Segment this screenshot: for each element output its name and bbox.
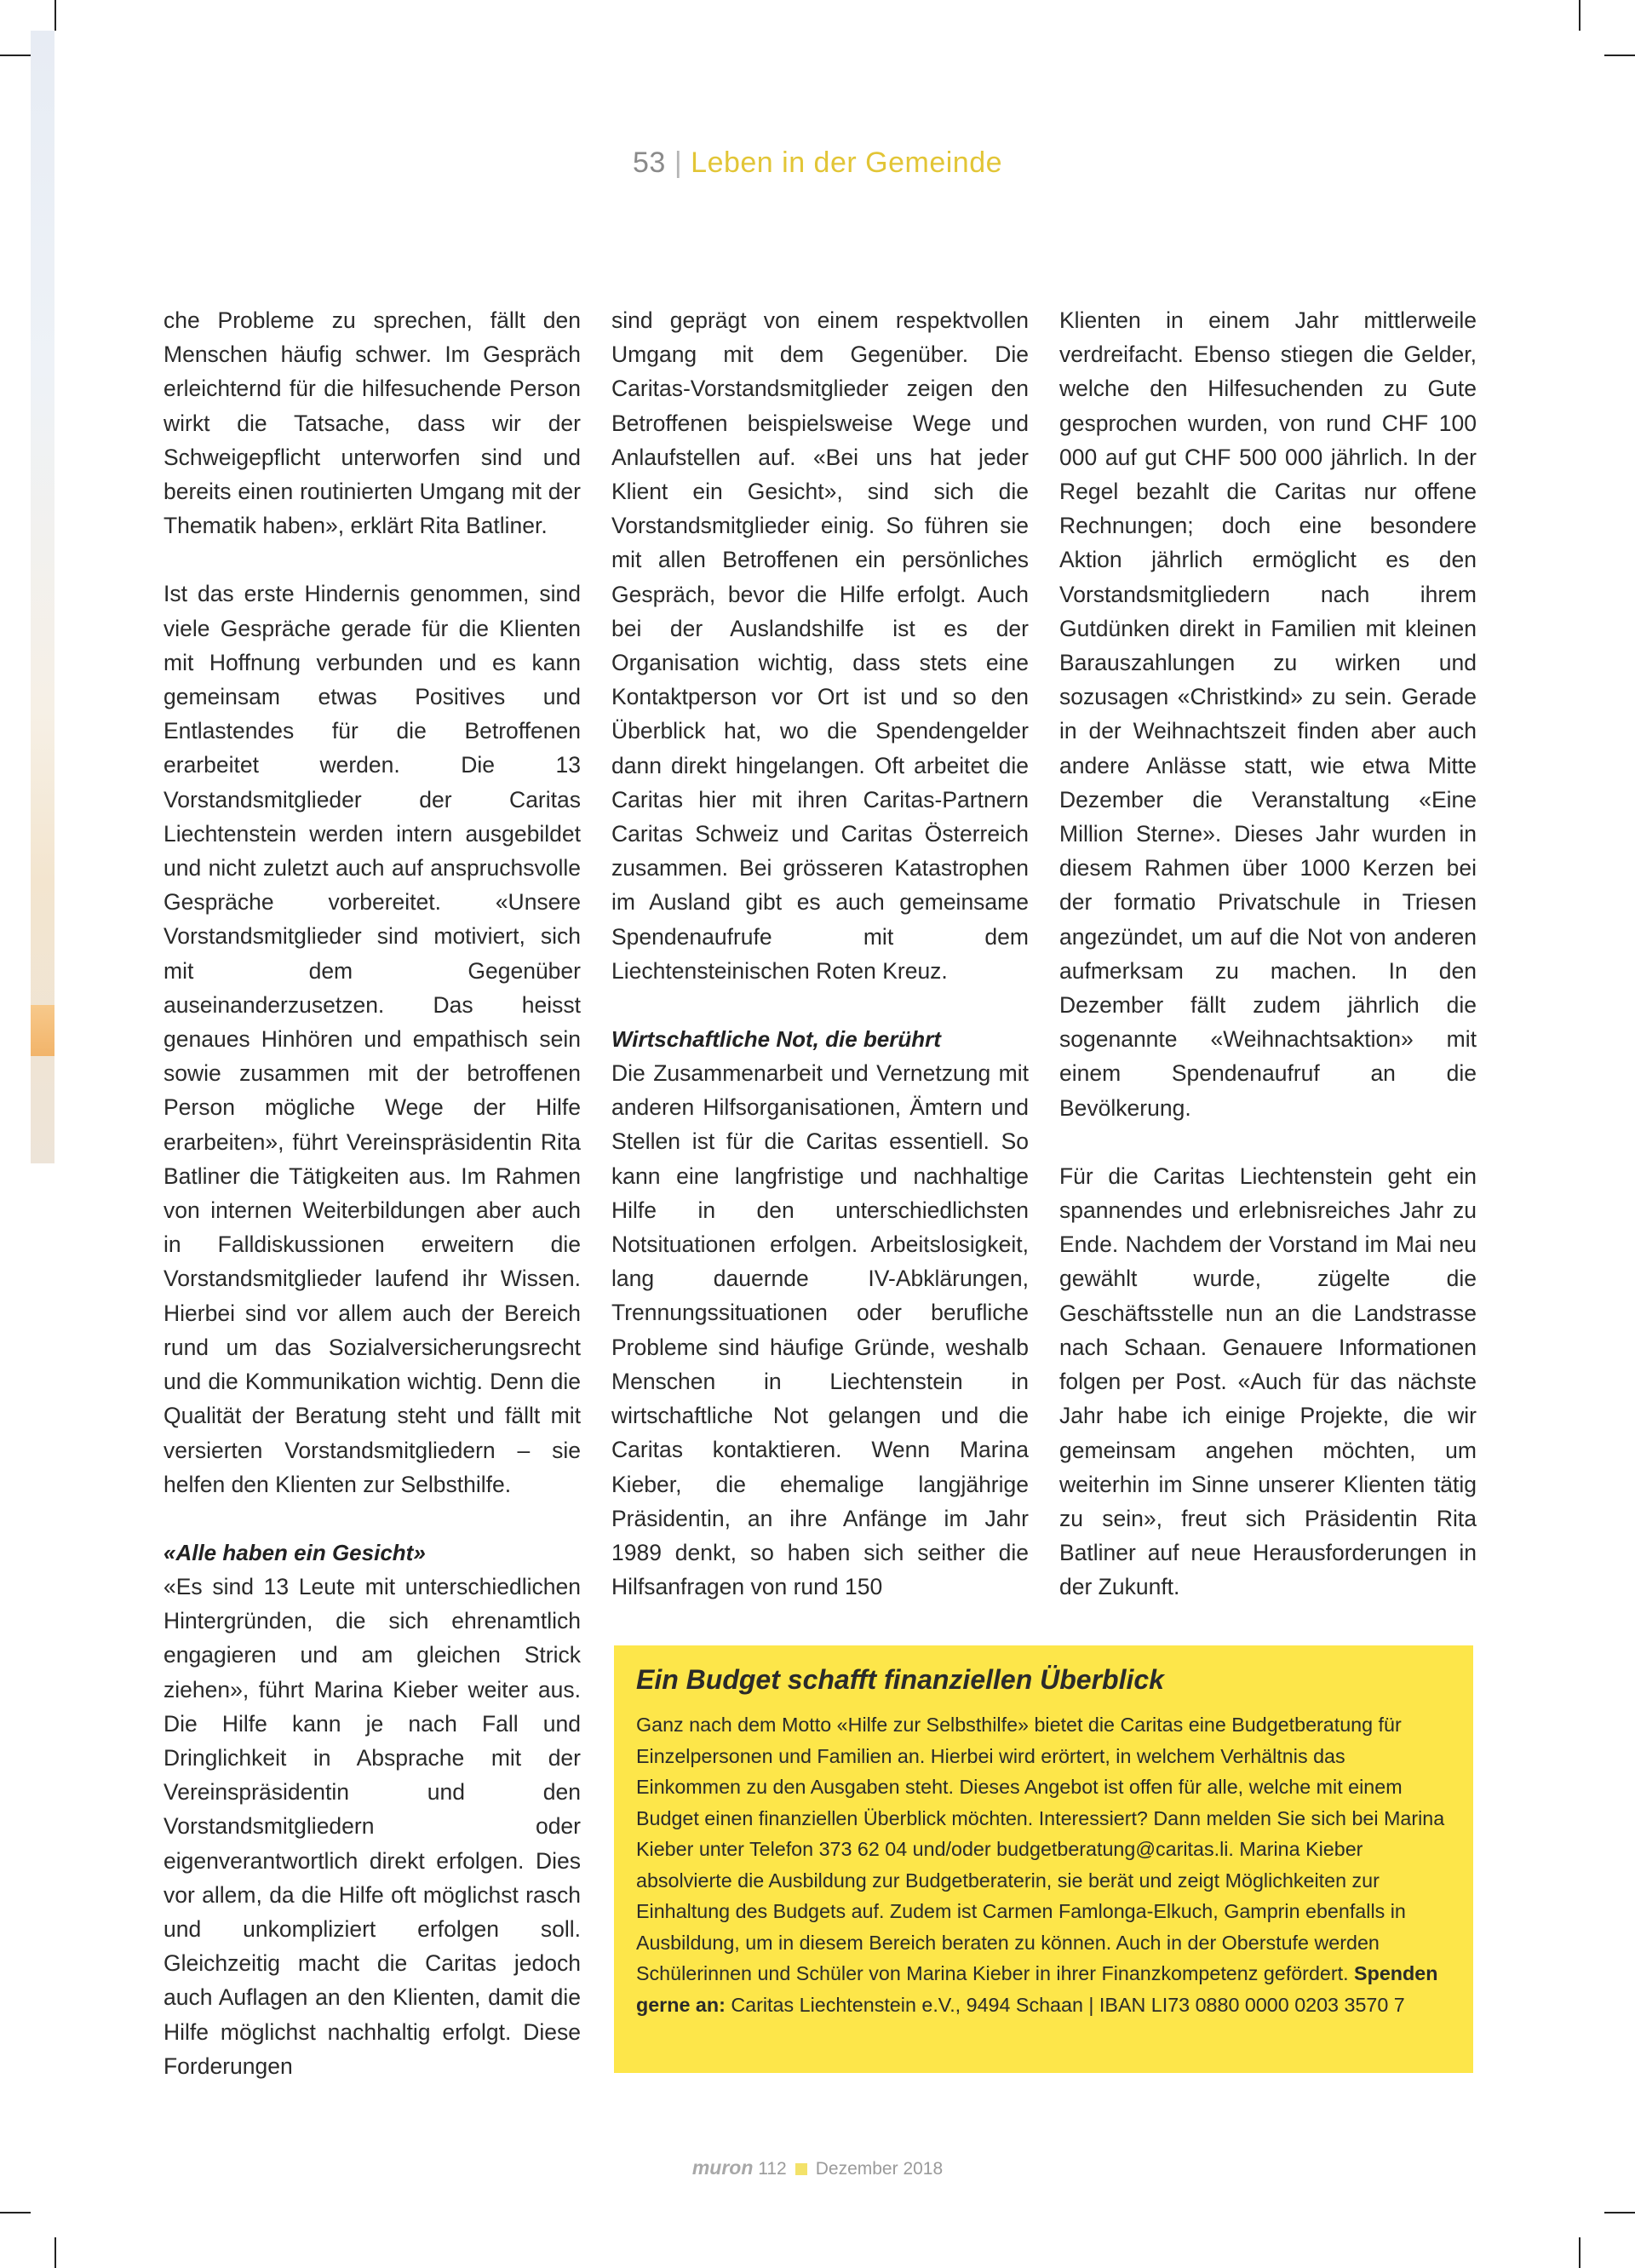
crop-mark [54,2237,56,2268]
subheading: «Alle haben ein Gesicht» [164,1539,426,1565]
page-number: 53 [632,146,666,179]
paragraph: Ist das erste Hindernis genommen, sind viele Gespräche gerade für die Klienten mit Hoffnung verbunden und es kann gemeinsam etwas Positives und Entlastendes für die Betroffenen erarbeitet werden. Die 13 Vorstandsmitglieder der Caritas Liechtenstein werden intern ausgebildet und nicht zuletzt auch auf anspruchsvolle Gespräche vorbereitet. «Unsere Vorstandsmitglieder sind motiviert, sich mit dem Gegenüber auseinanderzusetzen. Das heisst genaues Hinhören und empathisch sein sowie zusammen mit der betroffenen Person mögliche Wege der Hilfe erarbeiten», führt Vereinspräsidentin Rita Batliner die Tätigkeiten aus. Im Rahmen von internen Weiterbildungen aber auch in Falldiskussionen erweitern die Vorstandsmitglieder laufend ihr Wissen. Hierbei sind vor allem auch der Bereich rund um das Sozialversicherungsrecht und die Kommunikation wichtig. Denn die Qualität der Beratung steht und fällt mit versierten Vorstandsmitgliedern – sie helfen den Klienten zur Selbsthilfe. [164,581,581,1497]
footer-square-icon [795,2163,807,2175]
info-box-body: Ganz nach dem Motto «Hilfe zur Selbsthilfe» bietet die Caritas eine Budgetberatung für Einzelpersonen und Familien an. Hierbei wird erörtert, in welchem Verhältnis das Einkommen zu den Ausgaben steht. Dieses Angebot ist offen für alle, welche mit einem Budget einen finanziellen Überblick möchten. Interessiert? Dann melden Sie sich bei Marina Kieber unter Telefon 373 62 04 und/oder budgetberatung@caritas.li. Marina Kieber absolvierte die Ausbildung zur Budgetberaterin, sie berät und zeigt Möglichkeiten zur Einhaltung des Budgets auf. Zudem ist Carmen Famlonga-Elkuch, Gamprin ebenfalls in Ausbildung, um in diesem Bereich beraten zu können. Auch in der Oberstufe werden Schülerinnen und Schüler von Marina Kieber in ihrer Finanzkompetenz gefördert. [636,1714,1445,1984]
info-box-text [636,1709,1448,2020]
issue-number: 112 [758,2159,787,2179]
photo-bleed-accent [31,1005,54,1056]
text-column-2 [611,303,1029,1604]
paragraph: Die Zusammenarbeit und Vernetzung mit anderen Hilfsorganisationen, Ämtern und Stellen ist für die Caritas essentiell. So kann eine langfristige und nachhaltige Hilfe in den unterschiedlichsten Notsituationen erfolgen. Arbeitslosigkeit, lang dauernde IV-Abklärungen, Trennungssituationen oder berufliche Probleme sind häufige Gründe, weshalb Menschen in Liechtenstein in wirtschaftliche Not gelangen und die Caritas kontaktieren. Wenn Marina Kieber, die ehemalige langjährige Präsidentin, an ihre Anfänge im Jahr 1989 denkt, so haben sich seither die Hilfsanfragen von rund 150 [611,1060,1029,1600]
crop-mark [1579,2237,1580,2268]
issue-date: Dezember 2018 [815,2159,944,2179]
donation-details: Caritas Liechtenstein e.V., 9494 Schaan | IBAN LI73 0880 0000 0203 3570 7 [731,1993,1405,2016]
subheading: Wirtschaftliche Not, die berührt [611,1026,941,1053]
paragraph: Für die Caritas Liechtenstein geht ein spannendes und erlebnisreiches Jahr zu Ende. Nachdem der Vorstand im Mai neu gewählt wurde, zügelte die Geschäftsstelle nun an die Landstrasse nach Schaan. Genauere Informationen folgen per Post. «Auch für das nächste Jahr habe ich einige Projekte, die wir gemeinsam angehen möchten, um weiterhin im Sinne unserer Klienten tätig zu sein», freut sich Präsidentin Rita Batliner auf neue Herausforderungen in der Zukunft. [1059,1163,1477,1600]
info-box-title: Ein Budget schafft finanziellen Überblick [636,1664,1164,1695]
crop-mark [1604,55,1635,56]
crop-mark [1579,0,1580,31]
text-column-3 [1059,303,1477,1605]
paragraph: Klienten in einem Jahr mittlerweile verdreifacht. Ebenso stiegen die Gelder, welche den Hilfesuchenden zu Gute gesprochen wurden, von rund CHF 100 000 auf gut CHF 500 000 jährlich. In der Regel bezahlt die Caritas nur offene Rechnungen; doch eine besondere Aktion jährlich ermöglicht es den Vorstandsmitgliedern nach ihrem Gutdünken direkt in Familien mit kleinen Barauszahlungen zu wirken und sozusagen «Christkind» zu sein. Gerade in der Weihnachtszeit finden aber auch andere Anlässe statt, wie etwa Mitte Dezember die Veranstaltung «Eine Million Sterne». Dieses Jahr wurden in diesem Rahmen über 1000 Kerzen bei der formatio Privatschule in Triesen angezündet, um auf die Not von anderen aufmerksam zu machen. In den Dezember fällt zudem jährlich die sogenannte «Weihnachtsaktion» mit einem Spendenaufruf an die Bevölkerung. [1059,307,1477,1121]
crop-mark [0,2212,31,2213]
paragraph: «Es sind 13 Leute mit unterschiedlichen Hintergründen, die sich ehrenamtlich engagieren und am gleichen Strick ziehen», führt Marina Kieber weiter aus. Die Hilfe kann je nach Fall und Dringlichkeit in Absprache mit der Vereinspräsidentin und den Vorstandsmitgliedern oder eigenverantwortlich direkt erfolgen. Dies vor allem, da die Hilfe oft möglichst rasch und unkompliziert erfolgen soll. Gleichzeitig macht die Caritas jedoch auch Auflagen an den Klienten, damit die Hilfe möglichst nachhaltig erfolgt. Diese Forderungen [164,1573,581,2079]
paragraph: che Probleme zu sprechen, fällt den Menschen häufig schwer. Im Gespräch erleichternd für die hilfesuchende Person wirkt die Tatsache, dass wir der Schweigepflicht unterworfen sind und bereits einen routinierten Umgang mit der Thematik haben», erklärt Rita Batliner. [164,307,581,539]
crop-mark [0,55,31,56]
donation-label: Spenden gerne an: [636,1962,1438,2016]
page-header [0,146,1635,180]
photo-bleed-strip [31,31,54,1163]
page-footer [0,2156,1635,2179]
magazine-brand: muron [691,2156,754,2179]
crop-mark [1604,2212,1635,2213]
text-column-1 [164,303,581,2083]
crop-mark [54,0,56,31]
section-title: Leben in der Gemeinde [691,146,1003,179]
paragraph: sind geprägt von einem respektvollen Umgang mit dem Gegenüber. Die Caritas-Vorstandsmitglieder zeigen den Betroffenen beispielsweise Wege und Anlaufstellen auf. «Bei uns hat jeder Klient ein Gesicht», sind sich die Vorstandsmitglieder einig. So führen sie mit allen Betroffenen ein persönliches Gespräch, bevor die Hilfe erfolgt. Auch bei der Auslandshilfe ist es der Organisation wichtig, dass stets eine Kontaktperson vor Ort ist und so den Überblick hat, wo die Spendengelder dann direkt hingelangen. Oft arbeitet die Caritas hier mit ihren Caritas-Partnern Caritas Schweiz und Caritas Österreich zusammen. Bei grösseren Katastrophen im Ausland gibt es auch gemeinsame Spendenaufrufe mit dem Liechtensteinischen Roten Kreuz. [611,307,1029,984]
header-separator: | [674,146,683,179]
budget-info-box [614,1645,1473,2073]
